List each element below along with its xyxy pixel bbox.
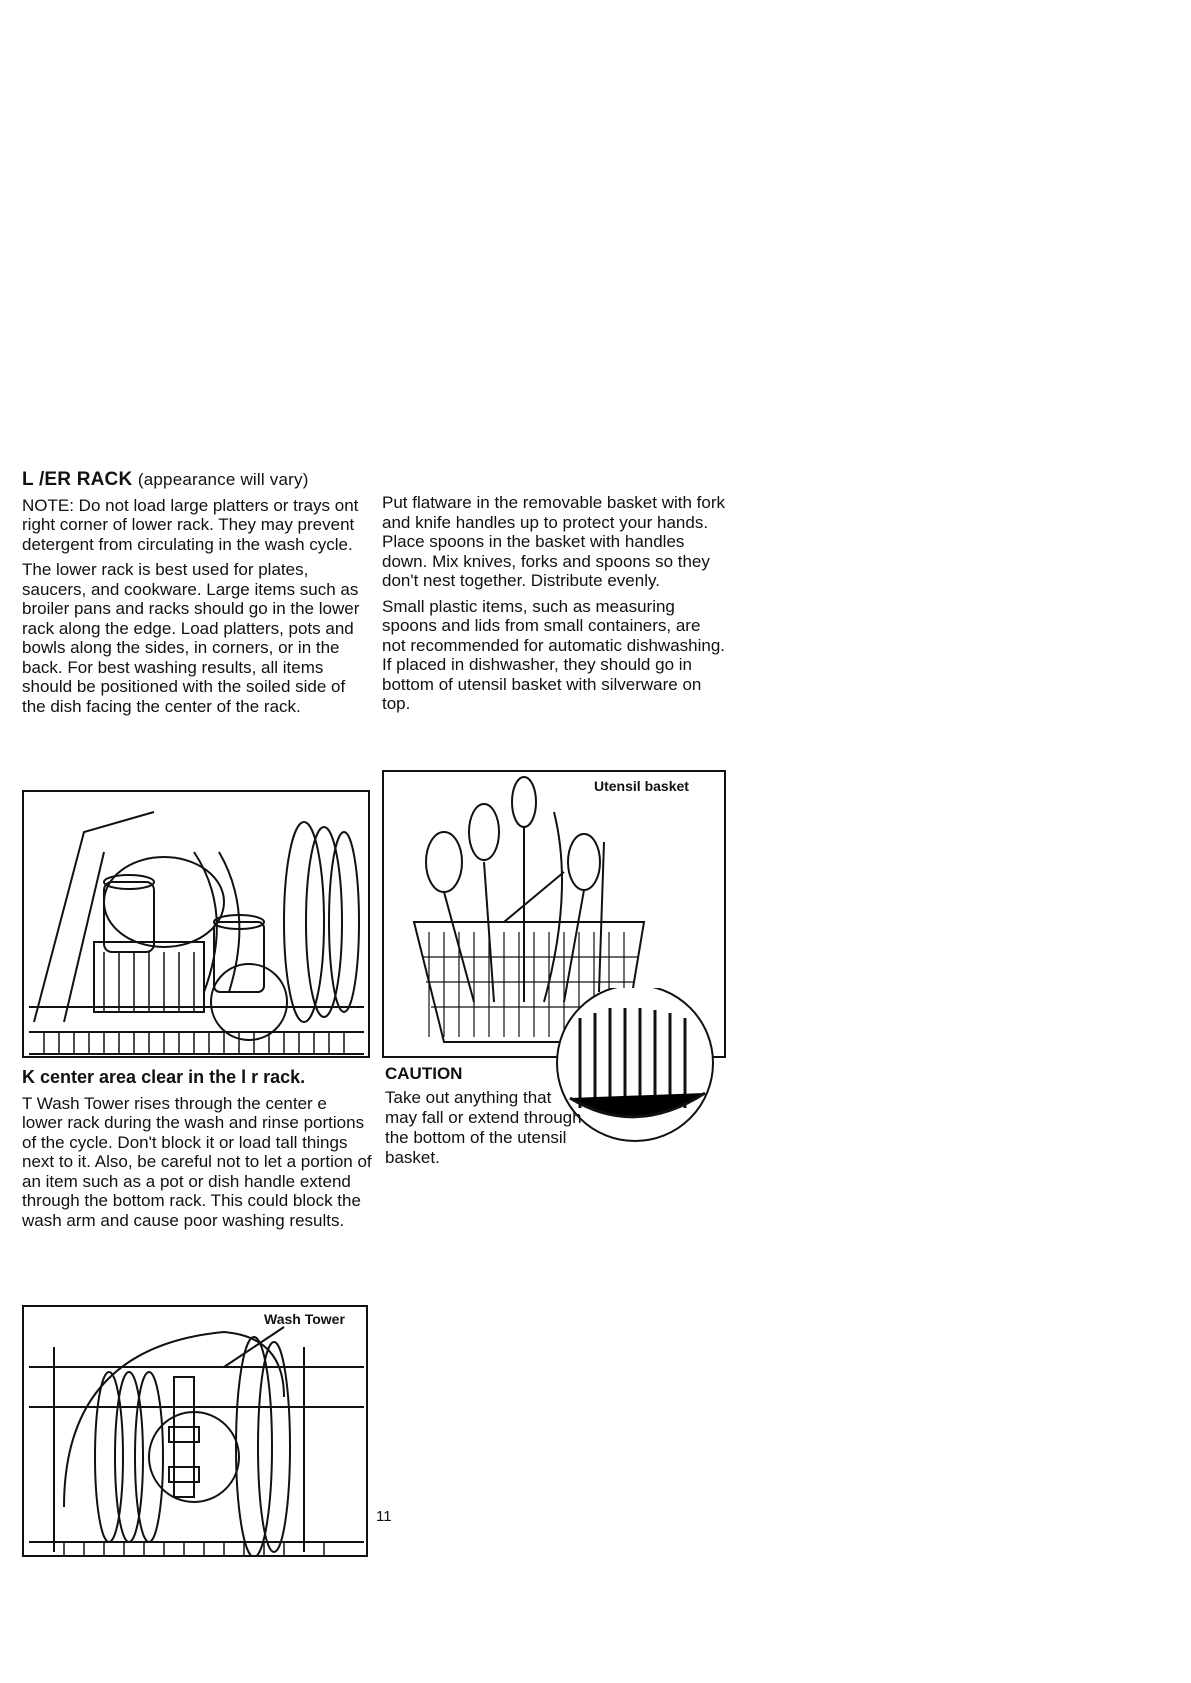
utensil-basket-label: Utensil basket (594, 778, 689, 794)
heading-main: L /ER RACK (22, 469, 133, 490)
lower-rack-drawing (24, 792, 370, 1058)
caution-block (385, 1064, 585, 1172)
caution-title: CAUTION (385, 1064, 463, 1083)
keep-center-heading: K center area clear in the l r rack. (22, 1067, 306, 1087)
right-column (382, 493, 727, 720)
wash-tower-label: Wash Tower (264, 1311, 345, 1327)
lower-rack-paragraph: The lower rack is best used for plates, saucers, and cookware. Large items such as broiler pans and racks should go in the lower rack along the edge. Load platters, pots and bowls along the sides, in corners, or in the back. For best washing results, all items should be positioned with the soiled side of the dish facing the center of the rack. (22, 560, 360, 716)
flatware-paragraph: Put flatware in the removable basket with fork and knife handles up to protect your hands. Place spoons in the basket with handles down. Mix knives, forks and spoons so they don't nest together. Distribute evenly. (382, 493, 725, 590)
caution-text: Take out anything that may fall or extend through the bottom of the utensil basket. (385, 1088, 582, 1167)
page-number: 11 (376, 1508, 392, 1525)
wash-tower-drawing (24, 1307, 368, 1557)
section-heading (22, 470, 372, 490)
wash-tower-paragraph: T Wash Tower rises through the center e lower rack during the wash and rinse portions of the cycle. Don't block it or load tall things next to it. Also, be careful not to let a portion of an item such as a pot or dish handle extend through the bottom rack. This could block the wash arm and cause poor washing results. (22, 1093, 372, 1230)
plastic-items-paragraph: Small plastic items, such as measuring spoons and lids from small containers, are not recommended for automatic dishwashing. If placed in dishwasher, they should go in bottom of utensil basket with silverware on top. (382, 596, 726, 713)
note-paragraph: NOTE: Do not load large platters or trays ont right corner of lower rack. They may prevent detergent from circulating in the wash cycle. (22, 495, 359, 554)
keep-center-block (22, 1064, 372, 1236)
lower-rack-illustration (22, 790, 370, 1058)
heading-sub: (appearance will vary) (137, 470, 309, 489)
wash-tower-illustration (22, 1305, 368, 1557)
left-column (22, 470, 372, 722)
